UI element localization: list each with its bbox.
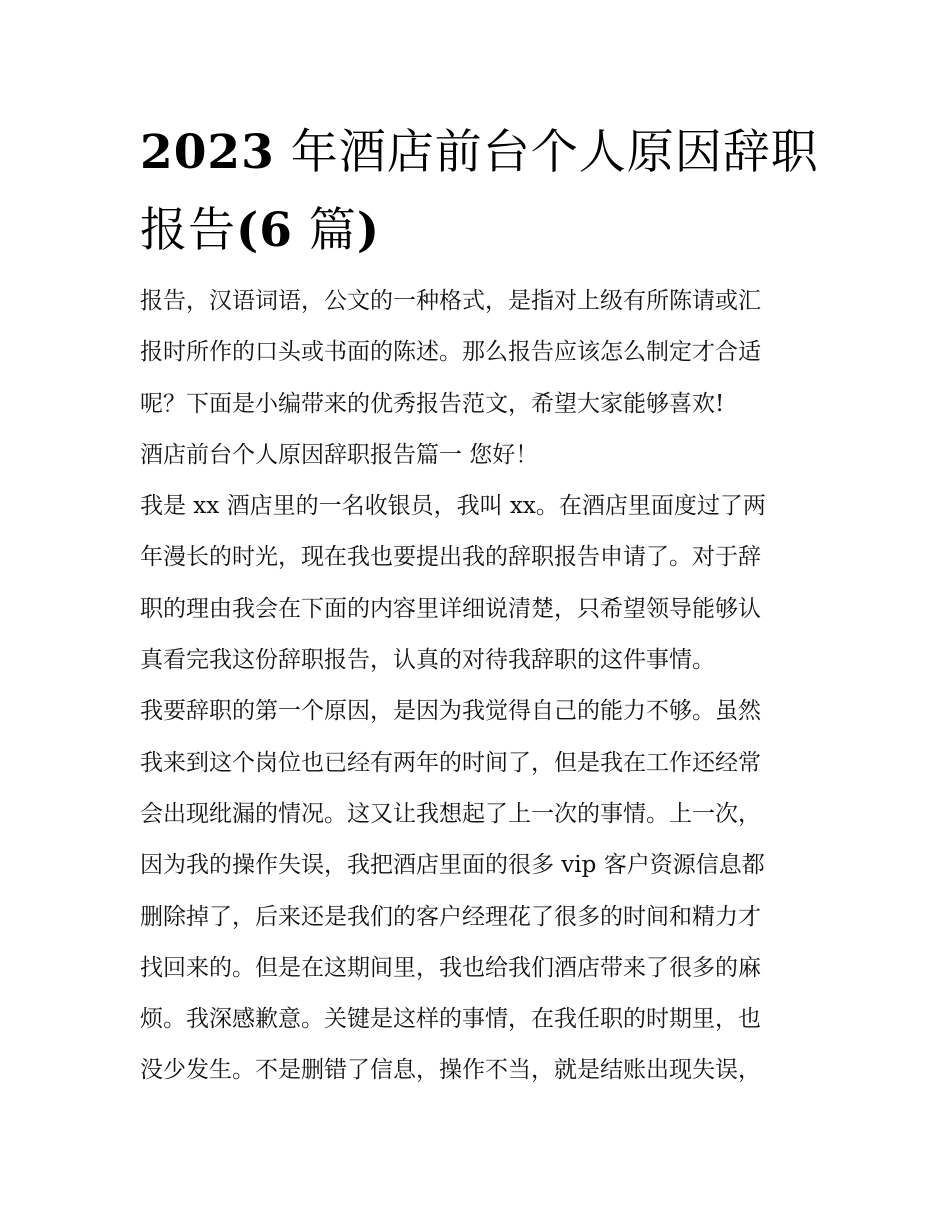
body-line-1: 报告，汉语词语，公文的一种格式，是指对上级有所陈请或汇 bbox=[140, 288, 761, 314]
document-body bbox=[140, 276, 820, 1097]
body-line-3: 呢？下面是小编带来的优秀报告范文，希望大家能够喜欢! bbox=[140, 390, 725, 417]
body-line-9: 我要辞职的第一个原因，是因为我觉得自己的能力不够。虽然 bbox=[140, 698, 761, 725]
body-line-4: 酒店前台个人原因辞职报告篇一 您好！ bbox=[140, 441, 539, 468]
body-line-15: 烦。我深感歉意。关键是这样的事情，在我任职的时期里，也 bbox=[140, 1006, 761, 1033]
title-line2-paren: ) bbox=[356, 203, 381, 258]
body-line-12: 因为我的操作失误，我把酒店里面的很多 vip 客户资源信息都 bbox=[140, 852, 765, 879]
body-line-8: 真看完我这份辞职报告，认真的对待我辞职的这件事情。 bbox=[140, 647, 715, 674]
title-line1-text: 年酒店前台个人原因辞职 bbox=[290, 125, 819, 180]
body-line-5: 我是 xx 酒店里的一名收银员，我叫 xx。在酒店里面度过了两 bbox=[140, 493, 766, 520]
body-line-13: 删除掉了，后来还是我们的客户经理花了很多的时间和精力才 bbox=[140, 903, 761, 930]
title-line2-count: (6 bbox=[236, 203, 293, 258]
body-line-14: 找回来的。但是在这期间里，我也给我们酒店带来了很多的麻 bbox=[140, 954, 761, 981]
body-line-6: 年漫长的时光，现在我也要提出我的辞职报告申请了。对于辞 bbox=[140, 544, 761, 571]
body-line-10: 我来到这个岗位也已经有两年的时间了，但是我在工作还经常 bbox=[140, 749, 761, 776]
body-line-7: 职的理由我会在下面的内容里详细说清楚，只希望领导能够认 bbox=[140, 595, 761, 622]
title-line2-text-c: 篇 bbox=[308, 203, 357, 258]
body-line-16: 没少发生。不是删错了信息，操作不当，就是结账出现失误， bbox=[140, 1057, 761, 1084]
document-title bbox=[140, 114, 820, 270]
body-line-2: 报时所作的口头或书面的陈述。那么报告应该怎么制定才合适 bbox=[140, 339, 761, 366]
body-line-11: 会出现纰漏的情况。这又让我想起了上一次的事情。上一次， bbox=[140, 800, 761, 827]
title-line2-text-a: 报告 bbox=[140, 203, 236, 258]
title-year: 2023 bbox=[140, 125, 275, 180]
